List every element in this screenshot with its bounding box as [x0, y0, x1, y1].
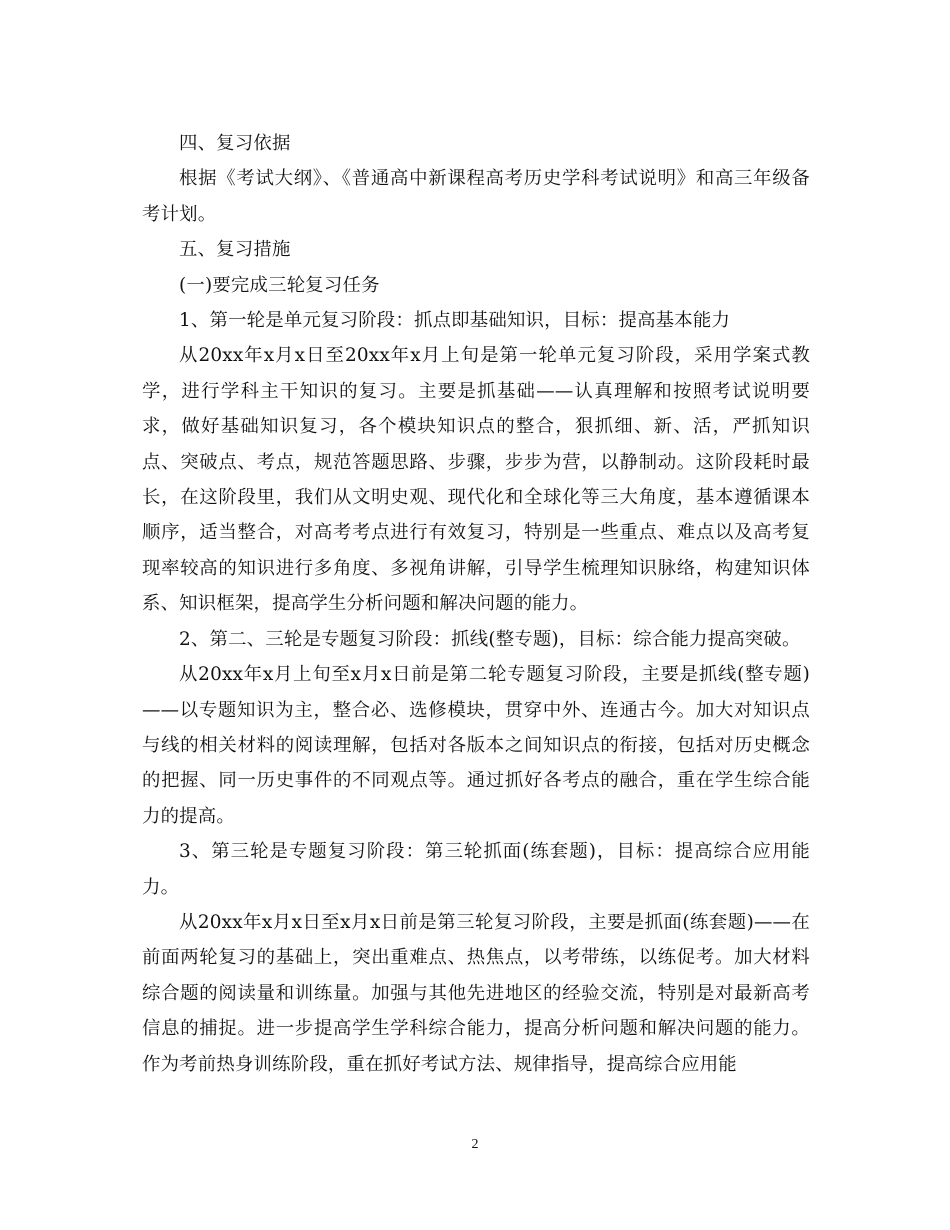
subheading-three-rounds: (一)要完成三轮复习任务 [179, 274, 380, 296]
section-heading-review-basis: 四、复习依据 [179, 133, 291, 154]
round-one-paragraph: 从20xx年x月x日至20xx年x月上旬是第一轮单元复习阶段，采用学案式教学，进行学科主干知识的复习。主要是抓基础——认真理解和按照考试说明要求，做好基础知识复习，各个模块知识点的整合，狠抓细、新、活，严抓知识点、突破点、考点，规范答题思路、步骤，步步为营，以静制动。这阶段耗时最长，在这阶段里，我们从文明史观、现代化和全球化等三大角度，基本遵循课本顺序，适当整合，对高考考点进行有效复习，特别是一些重点、难点以及高考复现率较高的知识进行多角度、多视角讲解，引导学生梳理知识脉络，构建知识体系、知识框架，提高学生分析问题和解决问题的能力。 [142, 345, 810, 615]
review-basis-paragraph: 根据《考试大纲》、《普通高中新课程高考历史学科考试说明》和高三年级备考计划。 [142, 168, 810, 225]
round-two-three-heading: 2、第二、三轮是专题复习阶段：抓线(整专题)，目标：综合能力提高突破。 [179, 628, 801, 650]
round-two-paragraph: 从20xx年x月上旬至x月x日前是第二轮专题复习阶段，主要是抓线(整专题)——以专题知识为主，整合必、选修模块，贯穿中外、连通古今。加大对知识点与线的相关材料的阅读理解，包括对各版本之间知识点的衔接，包括对历史概念的把握、同一历史事件的不同观点等。通过抓好各考点的融合，重在学生综合能力的提高。 [142, 664, 810, 827]
page-number: 2 [471, 1137, 479, 1152]
round-one-heading: 1、第一轮是单元复习阶段：抓点即基础知识，目标：提高基本能力 [179, 310, 731, 332]
section-heading-review-measures: 五、复习措施 [179, 239, 291, 261]
round-three-paragraph: 从20xx年x月x日至x月x日前是第三轮复习阶段，主要是抓面(练套题)——在前面两轮复习的基础上，突出重难点、热焦点，以考带练，以练促考。加大材料综合题的阅读量和训练量。加强与其他先进地区的经验交流，特别是对最新高考信息的捕捉。进一步提高学生学科综合能力，提高分析问题和解决问题的能力。作为考前热身训练阶段，重在抓好考试方法、规律指导，提高综合应用能 [142, 911, 810, 1075]
document-body [142, 126, 810, 1082]
round-three-heading: 3、第三轮是专题复习阶段：第三轮抓面(练套题)，目标：提高综合应用能力。 [142, 841, 810, 898]
